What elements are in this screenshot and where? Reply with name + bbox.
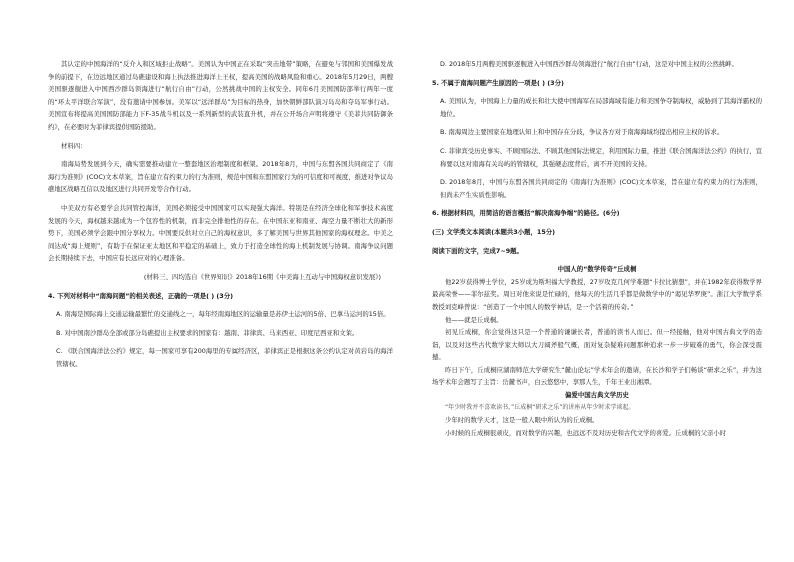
question-4-option-c: C. 《联合国海洋法公约》规定，每一国家可享有200海里的专属经济区，菲律宾正是根据这条公约认定对黄岩岛的海洋管辖权。 [56, 347, 393, 368]
question-6: 6. 根据材料四，用简洁的语言概括“解决南海争端”的路径。(6分) [432, 209, 620, 218]
right-column [432, 58, 762, 439]
article-paragraph-4: 昨日下午，丘成桐应湖南师范大学研究生“麓山论坛”学术年会的邀请，在长沙和学子们畅谈“研求之乐”，并为这场学术年会题写了主旨：岳麓书声，白云悠悠中，享那人生，千年王业出湘潭。 [432, 365, 762, 387]
question-5-option-a: A. 美国认为，中国海上力量的成长和壮大使中国海军在局部海域有能力和美国争夺制海权，威胁到了其海洋霸权的地位。 [440, 97, 762, 118]
article-title: 中国人的“数学传奇”丘成桐 [557, 265, 637, 274]
article-paragraph-1: 他22岁获得博士学位，25岁成为斯坦福大学教授，27岁攻克几何学难题“卡拉比猜想”，并在1982年获得数学界最高荣誉——菲尔兹奖。周日对他来说是忙碌的，他每天的生活几乎都是做数学中的“谒见华罗庚”。浙江大学数学系教授刘克峰曾说：“创造了一个中国人的数学神话，是一个活着的传奇。” [432, 277, 762, 311]
question-4-option-b: B. 对中国南沙群岛全部或部分岛礁提出主权要求的国家有：越南、菲律宾、马来西亚、印度尼西亚和文莱。 [56, 328, 359, 337]
question-5: 5. 不属于南海问题产生原因的一项是( ) (3分) [432, 78, 564, 87]
paragraph-sea-power: 中美双方有必要学会共同管控海洋，美国必须接受中国国家可以实现强大海洋。特别是在经济全球化和军事技术高度发展的今天，海权越来越成为一个包容性的机制，而非完全排他性的存在。在中国东亚和南亚、海空力量不断壮大的新形势下，美国必须学会跟中国分享权力。中国要反供对立自己的海权意识，多了解美国与世界其他国家的海权理念。中美之间达成“海上规则”，有助于在保证亚太地区和平稳定的基础上，致力于打造全球性的海上机制发展与协调。南海争议问题会长期持续下去，中国应有长远应对的心理准备。 [48, 203, 393, 263]
material-four-label: 材料四： [61, 141, 87, 150]
article-paragraph-3: 初见丘成桐，你会觉得这只是一个普通的谦谦长者，普通的读书人而已。但一经接触，他对中国古典文学的造诣，以及对这些古代数学家大师以大刀阔斧般气概，面对复杂疑难问题那种追求一步一步破难的勇气，你会深受震撼。 [432, 328, 762, 362]
article-quote: “年少时我并不喜欢读书，”丘成桐“研求之乐”的讲座从年少时求学谈起。 [445, 403, 635, 411]
question-5-option-d: D. 2018年8月，中国与东盟各国共同商定的《南海行为准则》(COC)文本草案，旨在建立有约束力的行为准则，但尚未产生实质性影响。 [440, 178, 762, 199]
reading-instruction: 阅读下面的文字，完成7~9题。 [432, 246, 523, 255]
article-paragraph-6: 小时候的丘成桐很顽皮，而对数学的兴趣，也远远不及对历史和古代文学的喜爱。丘成桐的父亲小时 [445, 428, 727, 437]
left-column [48, 58, 393, 370]
question-4-option-a: A. 南海是国际海上交通运输最繁忙的交通线之一，每年经南海地区的运输量是苏伊士运河的5倍、巴拿马运河的15倍。 [56, 310, 390, 319]
article-paragraph-2: 他——就是丘成桐。 [445, 315, 503, 324]
question-4: 4. 下列对材料中“南海问题”的相关表述，正确的一项是( ) (3分) [48, 291, 234, 300]
section-heading: (三) 文学类文本阅读(本题共3小题，15分) [432, 227, 556, 236]
article-subtitle: 偏爱中国古典文学历史 [565, 391, 629, 400]
paragraph-coc: 南海局势发展到今天，确实需要推动建立一整套地区治理制度和框架。2018年8月，中国与东盟各国共同商定了《南海行为准则》(COC)文本草案，旨在建立有约束力的行为准则，规范中国和东盟国家行为的可信度和可视度，推进对争议岛礁地区战略互信以及地区进行共同开发等合作行动。 [48, 160, 393, 194]
paragraph-us-strategy: 其认定的中国海洋的“反介入和区域拒止战略”。美国认为中国正在采取“突击地带”策略，在避免与邻国和美国爆发战争的前提下，在边远地区通过岛礁建设和海上执法推进海洋上王权，提高美国的战略风险和重心。2018年5月29日，两艘美国驱逐舰进入中国西沙群岛领海进行“航行自由”行动，公然挑战中国的主权安全。同年6月美国国防部举行两年一度的“环太平洋联合军演”，没有邀请中国参加。美军以“远洋群岛”为目标的热身，加快朝鲜部队演习岛岛和夺岛军事行动。美国宣布将提高美国国防部能力下F-35战斗机以及一系列新型的武装直升机，并在公开场合声明将遵守《美菲共同防御条约》，在必要时为菲律宾提供国防援助。 [48, 60, 393, 131]
article-paragraph-5: 少年时的数学天才，这是一般人眼中所认为的丘成桐。 [445, 416, 599, 425]
question-4-option-d: D. 2018年5月两艘美国驱逐舰进入中国西沙群岛领海进行“航行自由”行动，这是对中国主权的公然挑衅。 [440, 60, 738, 68]
source-citation: (材料三、四均选自《世界知识》2018年16期《中美海上互动与中国海权意识发展》) [143, 272, 381, 281]
question-5-option-b: B. 南海周边主要国家在地理认知上和中国存在分歧，争议各方对于南海海域均提出相应主权的诉求。 [440, 128, 724, 137]
question-5-option-c: C. 菲律宾受历史事实、不顾国际法、不顾其他国际法规定，利用国际力量，推进《联合国海洋法公约》的执行，宣称要以这对南海有关岛屿的管辖权，其强硬态度背后，离不开美国的支持。 [440, 146, 762, 168]
